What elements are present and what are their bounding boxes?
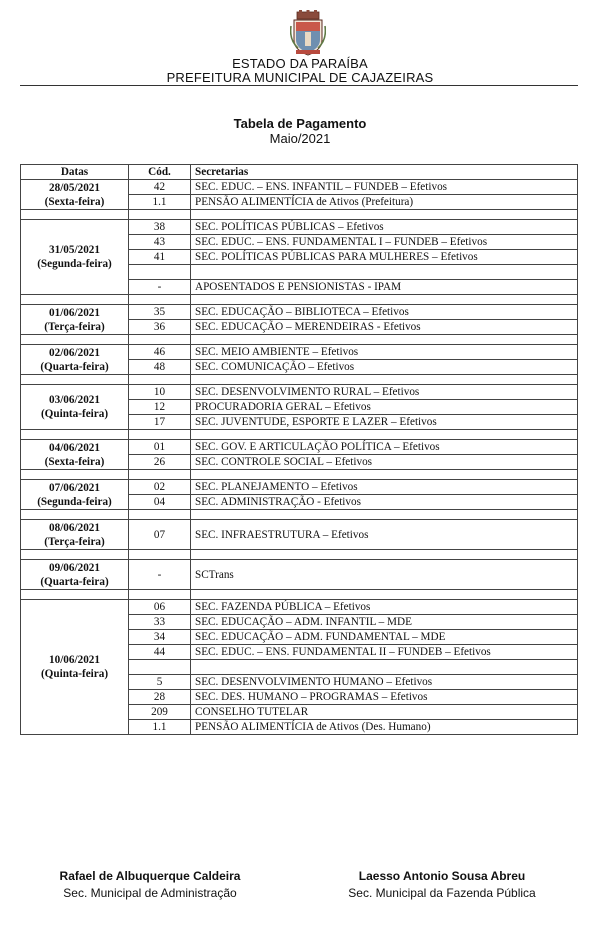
spacer-cell	[129, 510, 191, 520]
secretariat-cell	[191, 265, 578, 280]
table-row	[21, 305, 578, 320]
spacer-cell	[191, 510, 578, 520]
signatory-name: Rafael de Albuquerque Caldeira	[59, 869, 241, 883]
secretariat-cell: SEC. POLÍTICAS PÚBLICAS – Efetivos	[191, 220, 578, 235]
secretariat-cell: SEC. EDUC. – ENS. FUNDAMENTAL I – FUNDEB – Efetivos	[191, 235, 578, 250]
secretariat-cell: SEC. EDUC. – ENS. INFANTIL – FUNDEB – Efetivos	[191, 180, 578, 195]
spacer-cell	[21, 430, 129, 440]
code-cell: 34	[129, 630, 191, 645]
payment-date: 10/06/2021	[49, 654, 100, 666]
secretariat-cell: SEC. POLÍTICAS PÚBLICAS PARA MULHERES – Efetivos	[191, 250, 578, 265]
secretariat-cell: PENSÃO ALIMENTÍCIA de Ativos (Prefeitura)	[191, 195, 578, 210]
code-cell: 1.1	[129, 720, 191, 735]
code-cell: 10	[129, 385, 191, 400]
secretariat-cell: APOSENTADOS E PENSIONISTAS - IPAM	[191, 280, 578, 295]
spacer-cell	[129, 430, 191, 440]
secretariat-cell: SEC. COMUNICAÇÃO – Efetivos	[191, 360, 578, 375]
document-subtitle: Maio/2021	[269, 131, 331, 146]
date-cell	[21, 180, 129, 210]
code-cell: 26	[129, 455, 191, 470]
payment-date: 02/06/2021	[49, 346, 100, 359]
payment-weekday: (Sexta-feira)	[44, 455, 105, 468]
table-row	[21, 220, 578, 235]
group-spacer-row	[21, 375, 578, 385]
secretariat-cell: SEC. PLANEJAMENTO – Efetivos	[191, 480, 578, 495]
secretariat-cell: SEC. EDUCAÇÃO – BIBLIOTECA – Efetivos	[191, 305, 578, 320]
spacer-cell	[191, 550, 578, 560]
code-cell: 46	[129, 345, 191, 360]
code-cell: 06	[129, 600, 191, 615]
code-cell	[129, 265, 191, 280]
code-cell: 41	[129, 250, 191, 265]
spacer-cell	[21, 295, 129, 305]
table-row	[21, 345, 578, 360]
spacer-cell	[129, 375, 191, 385]
code-cell: 48	[129, 360, 191, 375]
code-cell: 36	[129, 320, 191, 335]
code-cell: 01	[129, 440, 191, 455]
spacer-cell	[21, 550, 129, 560]
code-cell: 44	[129, 645, 191, 660]
code-cell	[129, 660, 191, 675]
signatory-role: Sec. Municipal de Administração	[63, 886, 237, 900]
group-spacer-row	[21, 210, 578, 220]
secretariat-cell: SEC. EDUC. – ENS. FUNDAMENTAL II – FUNDEB – Efetivos	[191, 645, 578, 660]
secretariat-cell: SEC. MEIO AMBIENTE – Efetivos	[191, 345, 578, 360]
payment-weekday: (Segunda-feira)	[37, 495, 112, 508]
date-cell	[21, 520, 129, 550]
code-cell: 04	[129, 495, 191, 510]
payment-weekday: (Terça-feira)	[44, 535, 105, 548]
spacer-cell	[21, 470, 129, 480]
payment-date: 07/06/2021	[49, 481, 100, 494]
table-row	[21, 600, 578, 615]
column-header-code: Cód.	[129, 165, 191, 180]
secretariat-cell: SEC. DESENVOLVIMENTO RURAL – Efetivos	[191, 385, 578, 400]
code-cell: 1.1	[129, 195, 191, 210]
spacer-cell	[21, 510, 129, 520]
group-spacer-row	[21, 470, 578, 480]
payment-date: 01/06/2021	[49, 306, 100, 319]
prefecture-name: PREFEITURA MUNICIPAL DE CAJAZEIRAS	[166, 70, 434, 85]
secretariat-cell: SEC. ADMINISTRAÇÃO - Efetivos	[191, 495, 578, 510]
code-cell: 38	[129, 220, 191, 235]
secretariat-cell: PROCURADORIA GERAL – Efetivos	[191, 400, 578, 415]
date-cell	[21, 440, 129, 470]
table-row	[21, 560, 578, 590]
date-cell	[21, 220, 129, 295]
spacer-cell	[129, 590, 191, 600]
secretariat-cell	[191, 660, 578, 675]
column-header-secretariats: Secretarias	[191, 165, 578, 180]
group-spacer-row	[21, 590, 578, 600]
spacer-cell	[21, 590, 129, 600]
code-cell: 5	[129, 675, 191, 690]
payment-date: 28/05/2021	[49, 181, 100, 194]
group-spacer-row	[21, 550, 578, 560]
payment-weekday: (Sexta-feira)	[44, 195, 105, 208]
table-row	[21, 440, 578, 455]
secretariat-cell: CONSELHO TUTELAR	[191, 705, 578, 720]
code-cell: 35	[129, 305, 191, 320]
state-name: ESTADO DA PARAÍBA	[232, 56, 368, 71]
table-row	[21, 520, 578, 550]
header-divider	[20, 85, 578, 86]
secretariat-cell: SEC. GOV. E ARTICULAÇÃO POLÍTICA – Efetivos	[191, 440, 578, 455]
spacer-cell	[129, 335, 191, 345]
payment-weekday: (Terça-feira)	[44, 320, 105, 333]
code-cell: 07	[129, 520, 191, 550]
column-header-dates: Datas	[21, 165, 129, 180]
signatory-name: Laesso Antonio Sousa Abreu	[358, 869, 526, 883]
payment-table	[20, 164, 578, 735]
spacer-cell	[191, 590, 578, 600]
spacer-cell	[191, 375, 578, 385]
spacer-cell	[21, 335, 129, 345]
date-cell	[21, 600, 129, 735]
secretariat-cell: SEC. DESENVOLVIMENTO HUMANO – Efetivos	[191, 675, 578, 690]
spacer-cell	[191, 470, 578, 480]
table-row	[21, 385, 578, 400]
code-cell: 12	[129, 400, 191, 415]
code-cell: 28	[129, 690, 191, 705]
spacer-cell	[129, 295, 191, 305]
code-cell: 17	[129, 415, 191, 430]
secretariat-cell: SEC. CONTROLE SOCIAL – Efetivos	[191, 455, 578, 470]
secretariat-cell: SCTrans	[191, 560, 578, 590]
date-cell	[21, 385, 129, 430]
code-cell: 33	[129, 615, 191, 630]
spacer-cell	[129, 470, 191, 480]
payment-date: 03/06/2021	[49, 394, 100, 406]
payment-date: 09/06/2021	[49, 561, 100, 574]
date-cell	[21, 305, 129, 335]
table-row	[21, 180, 578, 195]
payment-weekday: (Quinta-feira)	[40, 668, 109, 680]
secretariat-cell: SEC. EDUCAÇÃO – MERENDEIRAS - Efetivos	[191, 320, 578, 335]
secretariat-cell: PENSÃO ALIMENTÍCIA de Ativos (Des. Humano)	[191, 720, 578, 735]
signatory-role: Sec. Municipal da Fazenda Pública	[348, 886, 536, 900]
date-cell	[21, 560, 129, 590]
payment-weekday: (Quinta-feira)	[40, 408, 109, 420]
date-cell	[21, 480, 129, 510]
table-header-row	[21, 165, 578, 180]
group-spacer-row	[21, 295, 578, 305]
code-cell: 209	[129, 705, 191, 720]
date-cell	[21, 345, 129, 375]
spacer-cell	[191, 430, 578, 440]
code-cell: -	[129, 280, 191, 295]
payment-date: 08/06/2021	[49, 521, 100, 534]
spacer-cell	[129, 550, 191, 560]
document-title: Tabela de Pagamento	[233, 116, 367, 131]
payment-date: 04/06/2021	[49, 441, 100, 454]
payment-weekday: (Quarta-feira)	[40, 360, 109, 373]
spacer-cell	[191, 295, 578, 305]
payment-date: 31/05/2021	[49, 244, 100, 256]
table-row	[21, 480, 578, 495]
code-cell: 42	[129, 180, 191, 195]
spacer-cell	[129, 210, 191, 220]
payment-weekday: (Quarta-feira)	[40, 575, 109, 588]
secretariat-cell: SEC. EDUCAÇÃO – ADM. INFANTIL – MDE	[191, 615, 578, 630]
spacer-cell	[21, 375, 129, 385]
group-spacer-row	[21, 335, 578, 345]
coat-of-arms-icon	[290, 10, 326, 56]
spacer-cell	[191, 210, 578, 220]
secretariat-cell: SEC. INFRAESTRUTURA – Efetivos	[191, 520, 578, 550]
secretariat-cell: SEC. DES. HUMANO – PROGRAMAS – Efetivos	[191, 690, 578, 705]
secretariat-cell: SEC. EDUCAÇÃO – ADM. FUNDAMENTAL – MDE	[191, 630, 578, 645]
payment-weekday: (Segunda-feira)	[37, 258, 112, 270]
code-cell: 43	[129, 235, 191, 250]
payment-table-body	[21, 180, 578, 735]
code-cell: 02	[129, 480, 191, 495]
group-spacer-row	[21, 510, 578, 520]
secretariat-cell: SEC. JUVENTUDE, ESPORTE E LAZER – Efetivos	[191, 415, 578, 430]
secretariat-cell: SEC. FAZENDA PÚBLICA – Efetivos	[191, 600, 578, 615]
signature-block-finance	[322, 869, 562, 900]
spacer-cell	[21, 210, 129, 220]
group-spacer-row	[21, 430, 578, 440]
signature-block-administration	[30, 869, 270, 900]
spacer-cell	[191, 335, 578, 345]
code-cell: -	[129, 560, 191, 590]
